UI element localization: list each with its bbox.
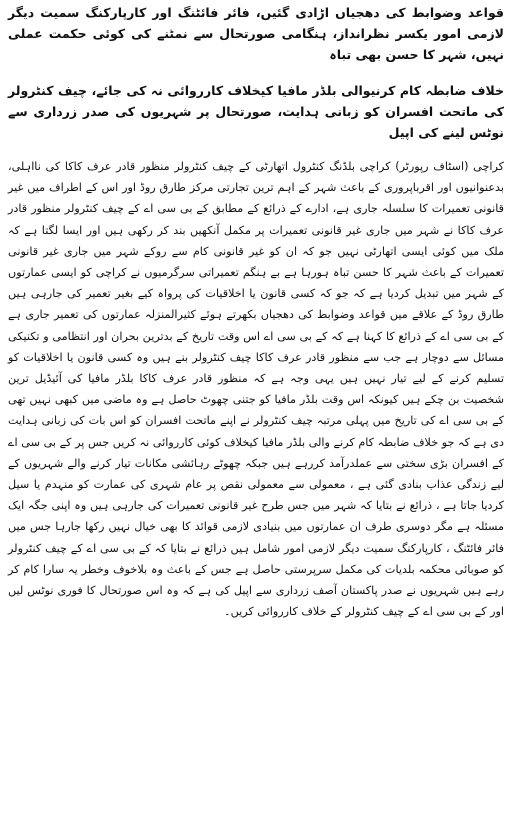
article-body: کراچی (اسٹاف رپورٹر) کراچی بلڈنگ کنٹرول اتھارٹی کے چیف کنٹرولر منظور قادر عرف کاکا کی نااہلی، بدعنوانیوں اور اقرباپروری کے باعث شہر کے اہم ترین تجارتی مرکز طارق روڈ اور اس کے اطراف میں غیر قانونی تعمیرات کا سلسلہ جاری ہے، ادارے کے ذرائع کے مطابق کے بی سی اے کے چیف کنٹرولر منظور قادر عرف کاکا نے شہر میں جاری غیر قانونی تعمیرات پر مکمل آنکھیں بند کر رکھی ہیں اور ایسا لگتا ہے کہ ملک میں کوئی ایسی اتھارٹی نہیں جو کہ ان کو غیر قانونی کام سے روکے شہر میں جاری غیر قانونی تعمیرات کے باعث شہر کا حسن تباہ ہورہا ہے بے ہنگم تعمیراتی سرگرمیوں نے کراچی کو ایسی عمارتوں کے شہر میں تبدیل کردیا ہے کہ جو کہ کسی قانون یا اخلاقیات کی پرواہ کیے بغیر تعمیر کی جارہی ہیں طارق روڈ کے علاقے میں قواعد وضوابط کی دھجیاں بکھرتے ہوئے کثیرالمنزلہ عمارتوں کی تعمیر جاری ہے کے بی سی اے کے ذرائع کا کہنا ہے کہ کے بی سی اے اس وقت تاریخ کے بدترین بحران اور انتظامی و تکنیکی مسائل سے دوچار ہے جب سے منظور قادر عرف کاکا چیف کنٹرولر بنے ہیں وہ کسی قانون یا اخلاقیات کو تسلیم کرنے کے لیے تیار نہیں ہیں یہی وجہ ہے کہ منظور قادر عرف کاکا بلڈر مافیا کی آئیڈیل ترین شخصیت بن چکے ہیں کیونکہ اس وقت بلڈر مافیا کو جتنی چھوٹ حاصل ہے وہ ماضی میں کبھی نہیں تھی کے بی سی اے کی تاریخ میں پہلی مرتبہ چیف کنٹرولر نے اپنے ماتحت افسران کو اس بات کی زبانی ہدایت دی ہے کہ جو خلاف ضابطہ کام کرنے والی بلڈر مافیا کیخلاف کوئی کارروائی نہ کریں جس پر کے بی سی اے کے افسران بڑی سختی سے عملدرآمد کررہے ہیں جبکہ چھوٹے رہائشی مکانات تیار کرنے والے شہریوں کے لیے زندگی عذاب بنادی گئی ہے ، معمولی سے معمولی نقص پر عام شہری کی عمارت کو منہدم یا سیل کردیا جاتا ہے ، ذرائع نے بتایا کہ شہر میں جس طرح غیر قانونی تعمیرات کی جارہی ہیں وہ اپنی جگہ ایک مسئلہ ہے مگر دوسری طرف ان عمارتوں میں بنیادی لازمی قوائد کا بھی خیال نہیں رکھا جارہا جس میں فائر فائٹنگ ، کارپارکنگ سمیت دیگر لازمی امور شامل ہیں ذرائع نے بتایا کہ کے بی سی اے کے چیف کنٹرولر کو صوبائی محکمہ بلدیات کی مکمل سرپرستی حاصل ہے جس کے باعث وہ بلاخوف وخطر یہ سارا کام کر رہے ہیں شہریوں نے صدر پاکستان آصف زرداری سے اپیل کی ہے کہ وہ اس صورتحال کا فوری نوٹس لیں اور کے بی سی اے کے چیف کنٹرولر کے خلاف کارروائی کریں۔	[8, 160, 504, 619]
headline-primary: قواعد وضوابط کی دھجیاں اڑادی گئیں، فائر فائٹنگ اور کارپارکنگ سمیت دیگر لازمی امور یکسر نظرانداز، ہنگامی صورتحال سے نمٹنے کی کوئی حکمت عملی نہیں، شہر کا حسن بھی تباہ	[8, 5, 504, 62]
headline-secondary: خلاف ضابطہ کام کرنیوالی بلڈر مافیا کیخلاف کارروائی نہ کی جائے، چیف کنٹرولر کی ماتحت افسران کو زبانی ہدایت، صورتحال پر شہریوں کی صدر زرداری سے نوٹس لینے کی اپیل	[8, 83, 504, 140]
